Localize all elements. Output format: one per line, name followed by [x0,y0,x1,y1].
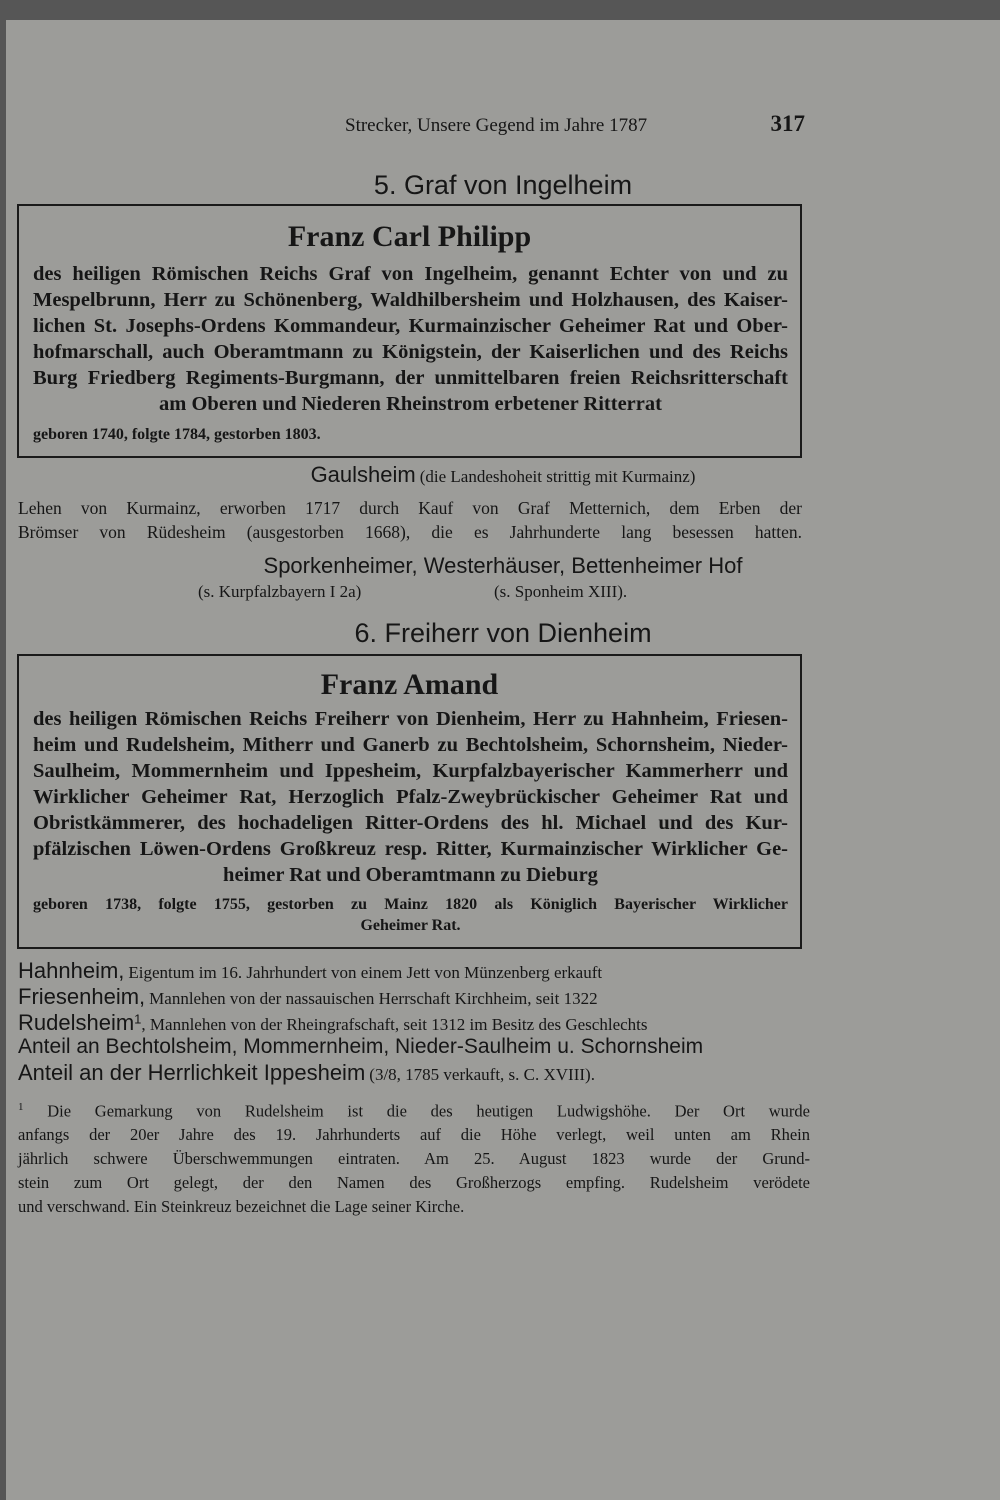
hoefe-title: Sporkenheimer, Westerhäuser, Bettenheimer Hof [263,553,743,578]
ingelheim-line-2: Mespelbrunn, Herr zu Schönenberg, Waldhilbersheim und Holzhausen, des Kaiser- [33,289,788,311]
place-text: Mannlehen von der nassauischen Herrschaft Kirchheim, seit 1322 [149,989,598,1008]
dienheim-line-3: Saulheim, Mommernheim und Ippesheim, Kurpfalzbayerischer Kammerherr und [33,760,788,782]
gaulsheim-line-1: Lehen von Kurmainz, erworben 1717 durch Kauf von Graf Metternich, dem Erben der [18,498,802,518]
ingelheim-box [17,204,802,458]
place-name: Friesenheim, [18,984,146,1009]
place-name: Hahnheim, [18,958,125,983]
place-anteil-ippesheim [18,1060,595,1086]
place-friesenheim [18,984,598,1010]
place-name: Rudelsheim [18,1010,135,1035]
dienheim-born-1: geboren 1738, folgte 1755, gestorben zu Mainz 1820 als Königlich Bayerischer Wirklicher [33,896,788,913]
dienheim-line-4: Wirklicher Geheimer Rat, Herzoglich Pfalz-Zweybrückischer Geheimer Rat und [33,786,788,808]
ingelheim-line-5: Burg Friedberg Regiments-Burgmann, der unmittelbaren freien Reichsritterschaft [33,367,788,389]
gaulsheim-heading [6,462,1000,488]
footnote-line-5: und verschwand. Ein Steinkreuz bezeichnet die Lage seiner Kirche. [18,1197,465,1216]
gaulsheim-name: Gaulsheim [310,462,416,487]
ingelheim-line-1: des heiligen Römischen Reichs Graf von Ingelheim, genannt Echter von und zu [33,263,788,285]
footnote-line-3: jährlich schwere Überschwemmungen eintraten. Am 25. August 1823 wurde der Grund- [18,1149,810,1168]
ingelheim-born: geboren 1740, folgte 1784, gestorben 1803. [33,426,321,443]
section-heading-dienheim: 6. Freiherr von Dienheim [354,618,652,648]
place-name: Anteil an der Herrlichkeit Ippesheim [18,1060,366,1085]
dienheim-born-2: Geheimer Rat. [360,917,461,934]
footnote-mark: 1 [18,1101,24,1113]
footnote-line-2: anfangs der 20er Jahre des 19. Jahrhunderts auf die Höhe verlegt, weil unten am Rhein [18,1125,810,1144]
place-text: (3/8, 1785 verkauft, s. C. XVIII). [369,1065,595,1084]
ingelheim-line-3: lichen St. Josephs-Ordens Kommandeur, Kurmainzischer Geheimer Rat und Ober- [33,315,788,337]
ingelheim-line-6: am Oberen und Niederen Rheinstrom erbetener Ritterrat [159,393,662,415]
ingelheim-name: Franz Carl Philipp [287,220,532,253]
dienheim-line-1: des heiligen Römischen Reichs Freiherr von Dienheim, Herr zu Hahnheim, Friesen- [33,708,788,730]
hoefe-ref-right: (s. Sponheim XIII). [494,582,628,601]
gaulsheim-note: (die Landeshoheit strittig mit Kurmainz) [419,467,696,486]
dienheim-line-6: pfälzischen Löwen-Ordens Großkreuz resp. Ritter, Kurmainzischer Wirklicher Ge- [33,838,788,860]
place-text: Eigentum im 16. Jahrhundert von einem Jett von Münzenberg erkauft [128,963,603,982]
place-hahnheim [18,958,804,984]
place-name: Anteil an Bechtolsheim, Mommernheim, Nieder-Saulheim u. Schornsheim [18,1035,704,1058]
dienheim-line-5: Obristkämmerer, des hochadeligen Ritter-Ordens des hl. Michael und des Kur- [33,812,788,834]
running-header [345,111,805,137]
footnote-line-1: $^1$ Die Gemarkung von Rudelsheim ist die des heutigen Ludwigshöhe. Der Ort wurde [18,1101,811,1121]
dienheim-name: Franz Amand [320,668,499,701]
footnote-ref: 1 [134,1011,142,1027]
dienheim-line-2: heim und Rudelsheim, Mitherr und Ganerb zu Bechtolsheim, Schornsheim, Nieder- [33,734,788,756]
dienheim-box [17,654,802,949]
book-page [6,20,1000,1500]
hoefe-ref-left: (s. Kurpfalzbayern I 2a) [198,582,362,601]
place-text: , Mannlehen von der Rheingrafschaft, seit 1312 im Besitz des Geschlechts [141,1015,648,1034]
dienheim-line-7: heimer Rat und Oberamtmann zu Dieburg [223,864,598,886]
gaulsheim-line-2: Brömser von Rüdesheim (ausgestorben 1668), die es Jahrhunderte lang besessen hatten. [18,522,802,542]
footnote-line-4: stein zum Ort gelegt, der den Namen des Großherzogs empfing. Rudelsheim verödete [18,1173,810,1192]
section-heading-ingelheim: 5. Graf von Ingelheim [373,170,633,200]
page-number: 317 [770,111,805,136]
place-rudelsheim [18,1010,648,1036]
running-title: Strecker, Unsere Gegend im Jahre 1787 [345,115,648,136]
place-anteil-bechtolsheim [18,1035,703,1059]
ingelheim-line-4: hofmarschall, auch Oberamtmann zu Königstein, der Kaiserlichen und des Reichs [33,341,788,363]
